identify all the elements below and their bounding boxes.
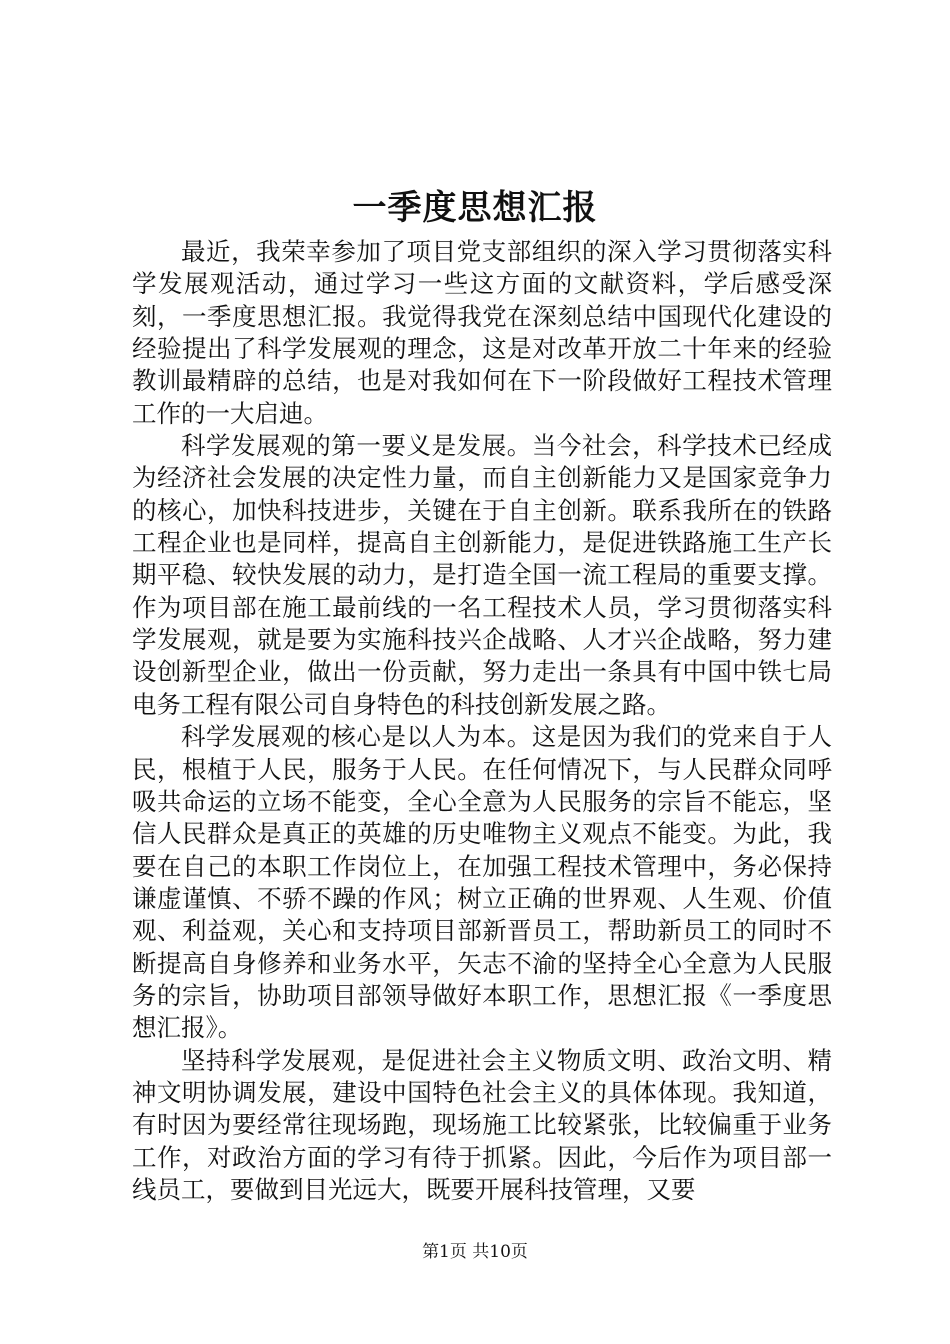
page-footer: 第1页 共10页 <box>422 1242 528 1262</box>
paragraph-1: 最近，我荣幸参加了项目党支部组织的深入学习贯彻落实科学发展观活动，通过学习一些这方面的文献资料，学后感受深刻，一季度思想汇报。我觉得我党在深刻总结中国现代化建设的经验提出了科学发展观的理念，这是对改革开放二十年来的经验教训最精辟的总结，也是对我如何在下一阶段做好工程技术管理工作的一大启迪。 <box>132 237 832 428</box>
paragraph-2: 科学发展观的第一要义是发展。当今社会，科学技术已经成为经济社会发展的决定性力量，而自主创新能力又是国家竞争力的核心，加快科技进步，关键在于自主创新。联系我所在的铁路工程企业也是同样，提高自主创新能力，是促进铁路施工生产长期平稳、较快发展的动力，是打造全国一流工程局的重要支撑。作为项目部在施工最前线的一名工程技术人员，学习贯彻落实科学发展观，就是要为实施科技兴企战略、人才兴企战略，努力建设创新型企业，做出一份贡献，努力走出一条具有中国中铁七局电务工程有限公司自身特色的科技创新发展之路。 <box>132 431 832 719</box>
paragraph-4: 坚持科学发展观，是促进社会主义物质文明、政治文明、精神文明协调发展，建设中国特色社会主义的具体体现。我知道，有时因为要经常往现场跑，现场施工比较紧张，比较偏重于业务工作，对政治方面的学习有待于抓紧。因此，今后作为项目部一线员工，要做到目光远大，既要开展科技管理，又要 <box>132 1045 832 1204</box>
document-body <box>132 236 832 1206</box>
document-title: 一季度思想汇报 <box>352 188 598 228</box>
paragraph-3: 科学发展观的核心是以人为本。这是因为我们的党来自于人民，根植于人民，服务于人民。在任何情况下，与人民群众同呼吸共命运的立场不能变，全心全意为人民服务的宗旨不能忘，坚信人民群众是真正的英雄的历史唯物主义观点不能变。为此，我要在自己的本职工作岗位上，在加强工程技术管理中，务必保持谦虚谨慎、不骄不躁的作风；树立正确的世界观、人生观、价值观、利益观，关心和支持项目部新晋员工，帮助新员工的同时不断提高自身修养和业务水平，矢志不渝的坚持全心全意为人民服务的宗旨，协助项目部领导做好本职工作，思想汇报《一季度思想汇报》。 <box>132 722 832 1043</box>
